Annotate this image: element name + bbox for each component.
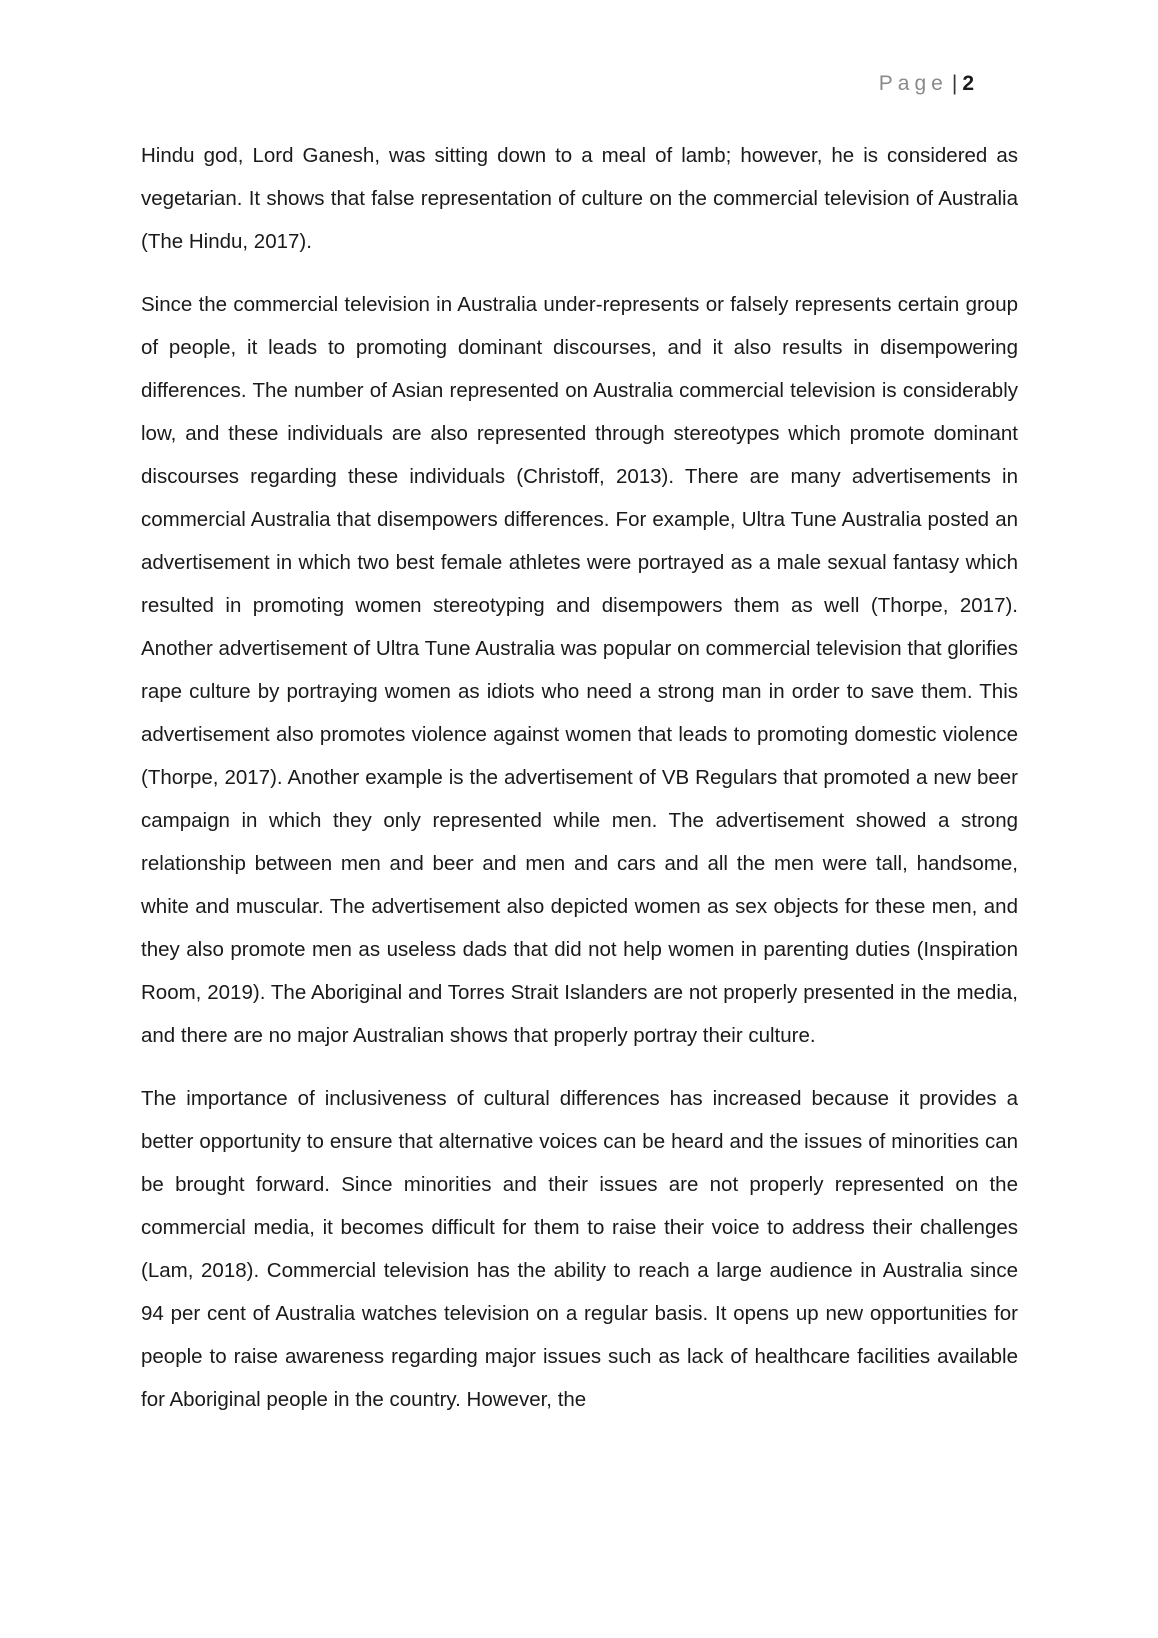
page-number: 2	[962, 72, 974, 95]
paragraph: Since the commercial television in Australia under-represents or falsely represents certain group of people, it leads to promoting dominant discourses, and it also results in disempowering differences. The number of Asian represented on Australia commercial television is considerably low, and these individuals are also represented through stereotypes which promote dominant discourses regarding these individuals (Christoff, 2013). There are many advertisements in commercial Australia that disempowers differences. For example, Ultra Tune Australia posted an advertisement in which two best female athletes were portrayed as a male sexual fantasy which resulted in promoting women stereotyping and disempowers them as well (Thorpe, 2017). Another advertisement of Ultra Tune Australia was popular on commercial television that glorifies rape culture by portraying women as idiots who need a strong man in order to save them. This advertisement also promotes violence against women that leads to promoting domestic violence (Thorpe, 2017). Another example is the advertisement of VB Regulars that promoted a new beer campaign in which they only represented while men. The advertisement showed a strong relationship between men and beer and men and cars and all the men were tall, handsome, white and muscular. The advertisement also depicted women as sex objects for these men, and they also promote men as useless dads that did not help women in parenting duties (Inspiration Room, 2019). The Aboriginal and Torres Strait Islanders are not properly presented in the media, and there are no major Australian shows that properly portray their culture.	[141, 293, 1018, 1047]
page-separator: |	[951, 72, 958, 95]
paragraph: Hindu god, Lord Ganesh, was sitting down to a meal of lamb; however, he is considered as vegetarian. It shows that false representation of culture on the commercial television of Australia (The Hindu, 2017).	[141, 144, 1018, 253]
paragraph: The importance of inclusiveness of cultural differences has increased because it provides a better opportunity to ensure that alternative voices can be heard and the issues of minorities can be brought forward. Since minorities and their issues are not properly represented on the commercial media, it becomes difficult for them to raise their voice to address their challenges (Lam, 2018). Commercial television has the ability to reach a large audience in Australia since 94 per cent of Australia watches television on a regular basis. It opens up new opportunities for people to raise awareness regarding major issues such as lack of healthcare facilities available for Aboriginal people in the country. However, the	[141, 1087, 1018, 1411]
document-body	[141, 134, 1018, 1441]
page-header	[879, 70, 974, 98]
page-label: Page	[878, 72, 948, 95]
